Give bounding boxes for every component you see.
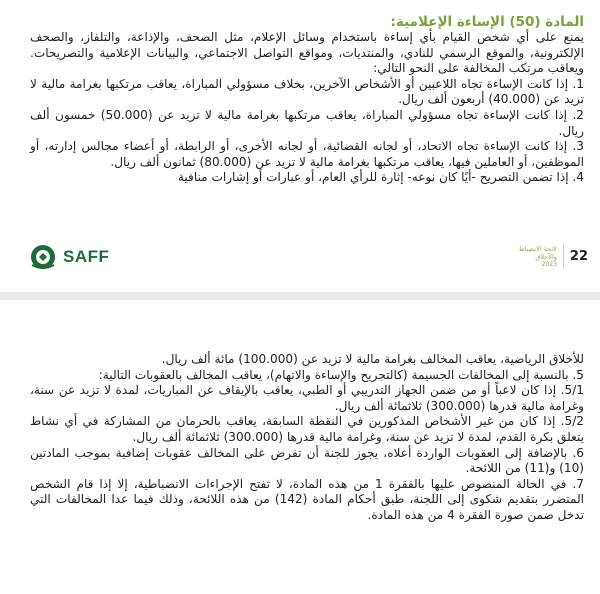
doc-title-line-2: والأخلاق (535, 252, 557, 261)
page-footer (519, 243, 588, 269)
clause-4-continued: للأخلاق الرياضية، يعاقب المخالف بغرامة مالية لا تزيد عن (100.000) مائة ألف ريال. (161, 352, 584, 366)
footer-divider (563, 243, 564, 269)
page-separator (0, 292, 600, 300)
article-50-continued (30, 352, 584, 524)
doc-year: 2023 (541, 260, 557, 268)
doc-title-line-1: لائحة الانضباط (518, 244, 557, 253)
clause-7: 7. في الحالة المنصوص عليها بالفقرة 1 من هذه المادة، لا تفتح الإجراءات الانضباطية، إلا إذا قام الشخص المتضرر بتقديم شكوى إلى اللجنة، طبق أحكام المادة (142) من هذه اللائحة، وذلك فيما عدا المخالفات التي تدخل ضمن صورة الفقرة 4 من هذه المادة. (30, 476, 584, 522)
article-50-body (30, 14, 584, 186)
page-22 (0, 0, 600, 292)
clause-4: 4. إذا تضمن التصريح -أيًا كان نوعه- إثارة للرأي العام، أو عبارات أو إشارات منافية (177, 170, 584, 185)
page-23 (0, 300, 600, 594)
clause-5: 5. بالنسبة إلى المخالفات الجسيمة (كالتجريح والإساءة والاتهام)، يعاقب المخالف بالعقوبات التالية: (98, 367, 584, 382)
intro-paragraph: يمنع على أي شخص القيام بأي إساءة باستخدام وسائل الإعلام، مثل الصحف، والإذاعة، والتلفاز، والصحف الإلكترونية، والموقع الرسمي للنادي، والمنتديات، ومواقع التواصل الاجتماعي، والبيانات الإعلامية والتصريحات. ويعاقب مرتكب المخالفة على النحو التالي: (30, 30, 584, 76)
clause-5-2: 5/2. إذا كان من غير الأشخاص المذكورين في النقطة السابقة، يعاقب بالحرمان من المشاركة في أي نشاط يتعلق بكرة القدم، لمدة لا تزيد عن سنة، وغرامة مالية قدرها (300.000) ثلاثمائة ألف ريال. (30, 414, 584, 444)
saff-logo-text: SAFF (63, 247, 110, 266)
document-title (519, 245, 557, 268)
article-heading: المادة (50) الإساءة الإعلامية: (390, 14, 584, 30)
clause-6: 6. بالإضافة إلى العقوبات الواردة أعلاه، يجوز للجنة أن تفرض على المخالف عقوبات إضافية بموجب المادتين (10) و(11) من اللائحة. (30, 445, 584, 476)
page-number: 22 (569, 248, 588, 264)
clause-1: 1. إذا كانت الإساءة تجاه اللاعبين أو الأشخاص الآخرين، بخلاف مسؤولي المباراة، يعاقب مرتكبها بغرامة مالية لا تزيد عن (40.000) أربعون ألف ريال. (30, 76, 584, 107)
saff-emblem-icon (28, 243, 58, 271)
clause-2: 2. إذا كانت الإساءة تجاه مسؤولي المباراة، يعاقب مرتكبها بغرامة مالية لا تزيد عن (50.000) خمسون ألف ريال. (30, 107, 584, 138)
clause-5-1: 5/1. إذا كان لاعباً أو من ضمن الجهاز التدريبي أو الطبي، يعاقب بالإيقاف عن المباريات، لمدة لا تزيد عن سنة، وغرامة مالية قدرها (300.000) ثلاثمائة ألف ريال. (30, 383, 584, 413)
clause-3: 3. إذا كانت الإساءة تجاه الاتحاد، أو لجانه القضائية، أو لجانه الأخرى، أو الرابطة، أو أعضاء مجالس إدارته، أو الموظفين، أو العاملين فيها، يعاقب مرتكبها بغرامة مالية لا تزيد عن (80.000) ثمانون ألف ريال. (30, 139, 584, 169)
saff-logo (28, 243, 109, 271)
